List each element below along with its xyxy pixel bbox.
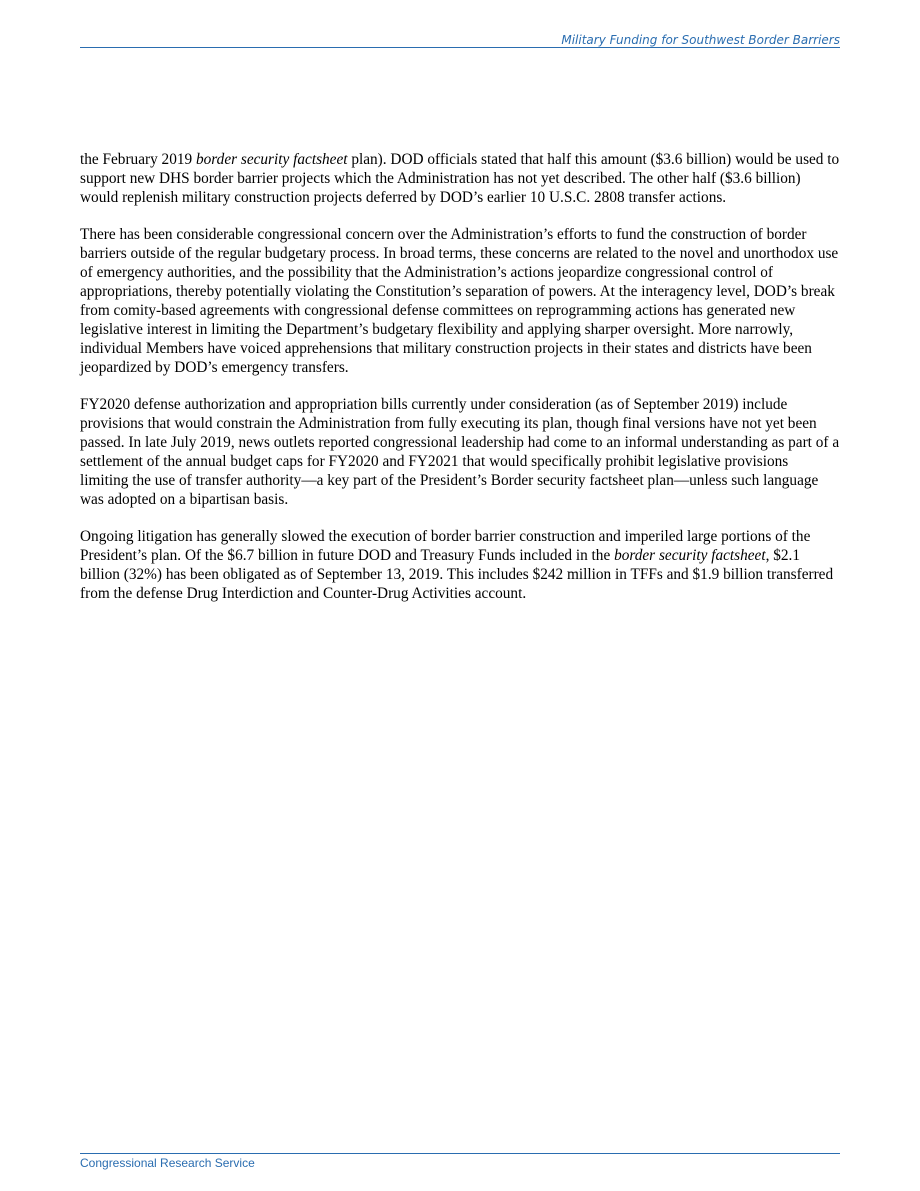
running-header-title: Military Funding for Southwest Border Barriers: [561, 33, 840, 47]
paragraph-1-text-a: the February 2019: [80, 151, 196, 168]
footer-organization: Congressional Research Service: [80, 1156, 255, 1170]
paragraph-2: [80, 225, 840, 377]
paragraph-4-italic-term: border security factsheet: [614, 547, 766, 564]
paragraph-2-text: There has been considerable congressional concern over the Administration’s efforts to fund the construction of border barriers outside of the regular budgetary process. In broad terms, these concerns are related to the novel and unorthodox use of emergency authorities, and the possibility that the Administration’s actions jeopardize congressional control of appropriations, thereby potentially violating the Constitution’s separation of powers. At the interagency level, DOD’s break from comity-based agreements with congressional defense committees on reprogramming actions has generated new legislative interest in limiting the Department’s budgetary flexibility and applying sharper oversight. More narrowly, individual Members have voiced apprehensions that military construction projects in their states and districts have been jeopardized by DOD’s emergency transfers.: [80, 226, 839, 376]
footer-divider: [80, 1153, 840, 1154]
document-body: [80, 150, 840, 621]
header-divider: [80, 47, 840, 48]
paragraph-4: [80, 527, 840, 603]
paragraph-3-text: FY2020 defense authorization and appropriation bills currently under consideration (as of September 2019) include provisions that would constrain the Administration from fully executing its plan, though final versions have not yet been passed. In late July 2019, news outlets reported congressional leadership had come to an informal understanding as part of a settlement of the annual budget caps for FY2020 and FY2021 that would specifically prohibit legislative provisions limiting the use of transfer authority—a key part of the President’s Border security factsheet plan—unless such language was adopted on a bipartisan basis.: [80, 396, 840, 508]
paragraph-4-text-a: Ongoing litigation has generally slowed the execution of border barrier construction and imperiled large portions of the President’s plan. Of the $6.7 billion in future DOD and Treasury Funds included in the: [80, 528, 811, 564]
paragraph-1-text-b: plan). DOD officials stated that half this amount ($3.6 billion) would be used to support new DHS border barrier projects which the Administration has not yet described. The other half ($3.6 billion) would replenish military construction projects deferred by DOD’s earlier 10 U.S.C. 2808 transfer actions.: [80, 151, 840, 206]
paragraph-3: [80, 395, 840, 509]
paragraph-1: [80, 150, 840, 207]
paragraph-4-text-b: , $2.1 billion (32%) has been obligated as of September 13, 2019. This includes $242 million in TFFs and $1.9 billion transferred from the defense Drug Interdiction and Counter-Drug Activities account.: [80, 547, 834, 602]
paragraph-1-italic-term: border security factsheet: [195, 151, 348, 168]
